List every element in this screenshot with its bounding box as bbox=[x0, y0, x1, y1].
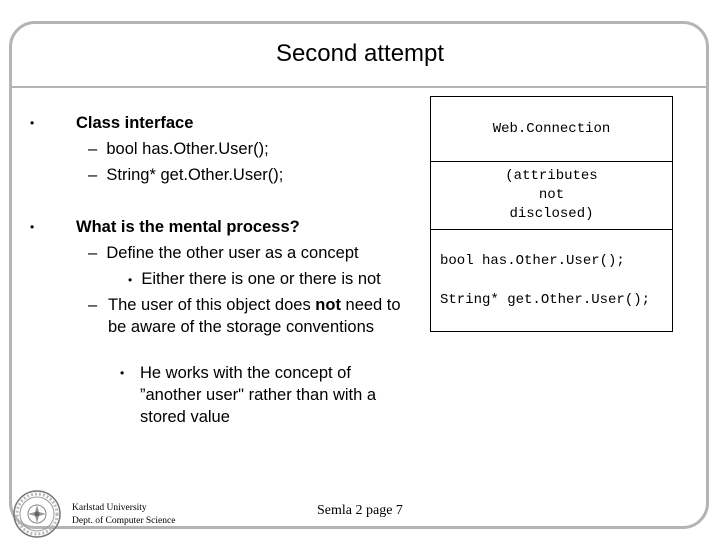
dash-marker: – bbox=[88, 140, 98, 158]
uml-attribute-line: (attributes bbox=[505, 168, 598, 184]
subitem-text: Define the other user as a concept bbox=[106, 244, 359, 262]
bullet-mental-process: What is the mental process? bbox=[76, 218, 300, 236]
uml-attribute-line: disclosed) bbox=[509, 206, 594, 222]
bullet-class-interface: Class interface bbox=[76, 114, 194, 132]
bullet-marker: • bbox=[128, 273, 133, 287]
dash-marker: – bbox=[88, 296, 98, 314]
subsubitem-another-user bbox=[120, 362, 410, 428]
footer-department: Dept. of Computer Science bbox=[72, 516, 176, 526]
subitem-get-other-user bbox=[88, 164, 283, 186]
uml-attribute-line: not bbox=[538, 187, 565, 203]
title-divider bbox=[12, 86, 706, 88]
uml-method-has-other-user: bool has.Other.User(); bbox=[440, 253, 625, 269]
subitem-text bbox=[88, 294, 418, 338]
bullet-marker: • bbox=[30, 220, 35, 234]
uml-method-get-other-user: String* get.Other.User(); bbox=[440, 292, 651, 308]
uml-class-name: Web.Connection bbox=[492, 121, 611, 137]
uml-class-box bbox=[430, 96, 673, 332]
bullet-marker: • bbox=[120, 366, 125, 380]
bullet-marker: • bbox=[30, 116, 35, 130]
emphasis-not: not bbox=[315, 296, 341, 314]
subitem-define-concept bbox=[88, 242, 359, 264]
dash-marker: – bbox=[88, 244, 98, 262]
university-seal-icon bbox=[12, 489, 62, 539]
text-part: The user of this object does bbox=[108, 296, 316, 314]
subitem-text: bool has.Other.User(); bbox=[106, 140, 269, 158]
subsubitem-text: He works with the concept of ”another user" rather than with a stored value bbox=[140, 364, 377, 426]
subitem-has-other-user bbox=[88, 138, 269, 160]
footer-organization bbox=[72, 502, 175, 528]
text-part: need to be aware of the storage conventions bbox=[108, 296, 401, 336]
subitem-text: String* get.Other.User(); bbox=[106, 166, 284, 184]
subsubitem-text: Either there is one or there is not bbox=[141, 270, 381, 288]
dash-marker: – bbox=[88, 166, 98, 184]
subsubitem-either bbox=[128, 268, 381, 291]
uml-attributes bbox=[431, 167, 672, 224]
footer-page-label: Semla 2 page 7 bbox=[317, 503, 403, 518]
uml-divider bbox=[431, 229, 672, 230]
subitem-storage-conventions bbox=[88, 294, 418, 338]
footer-university: Karlstad University bbox=[72, 503, 147, 513]
slide-title: Second attempt bbox=[275, 40, 445, 67]
uml-divider bbox=[431, 161, 672, 162]
